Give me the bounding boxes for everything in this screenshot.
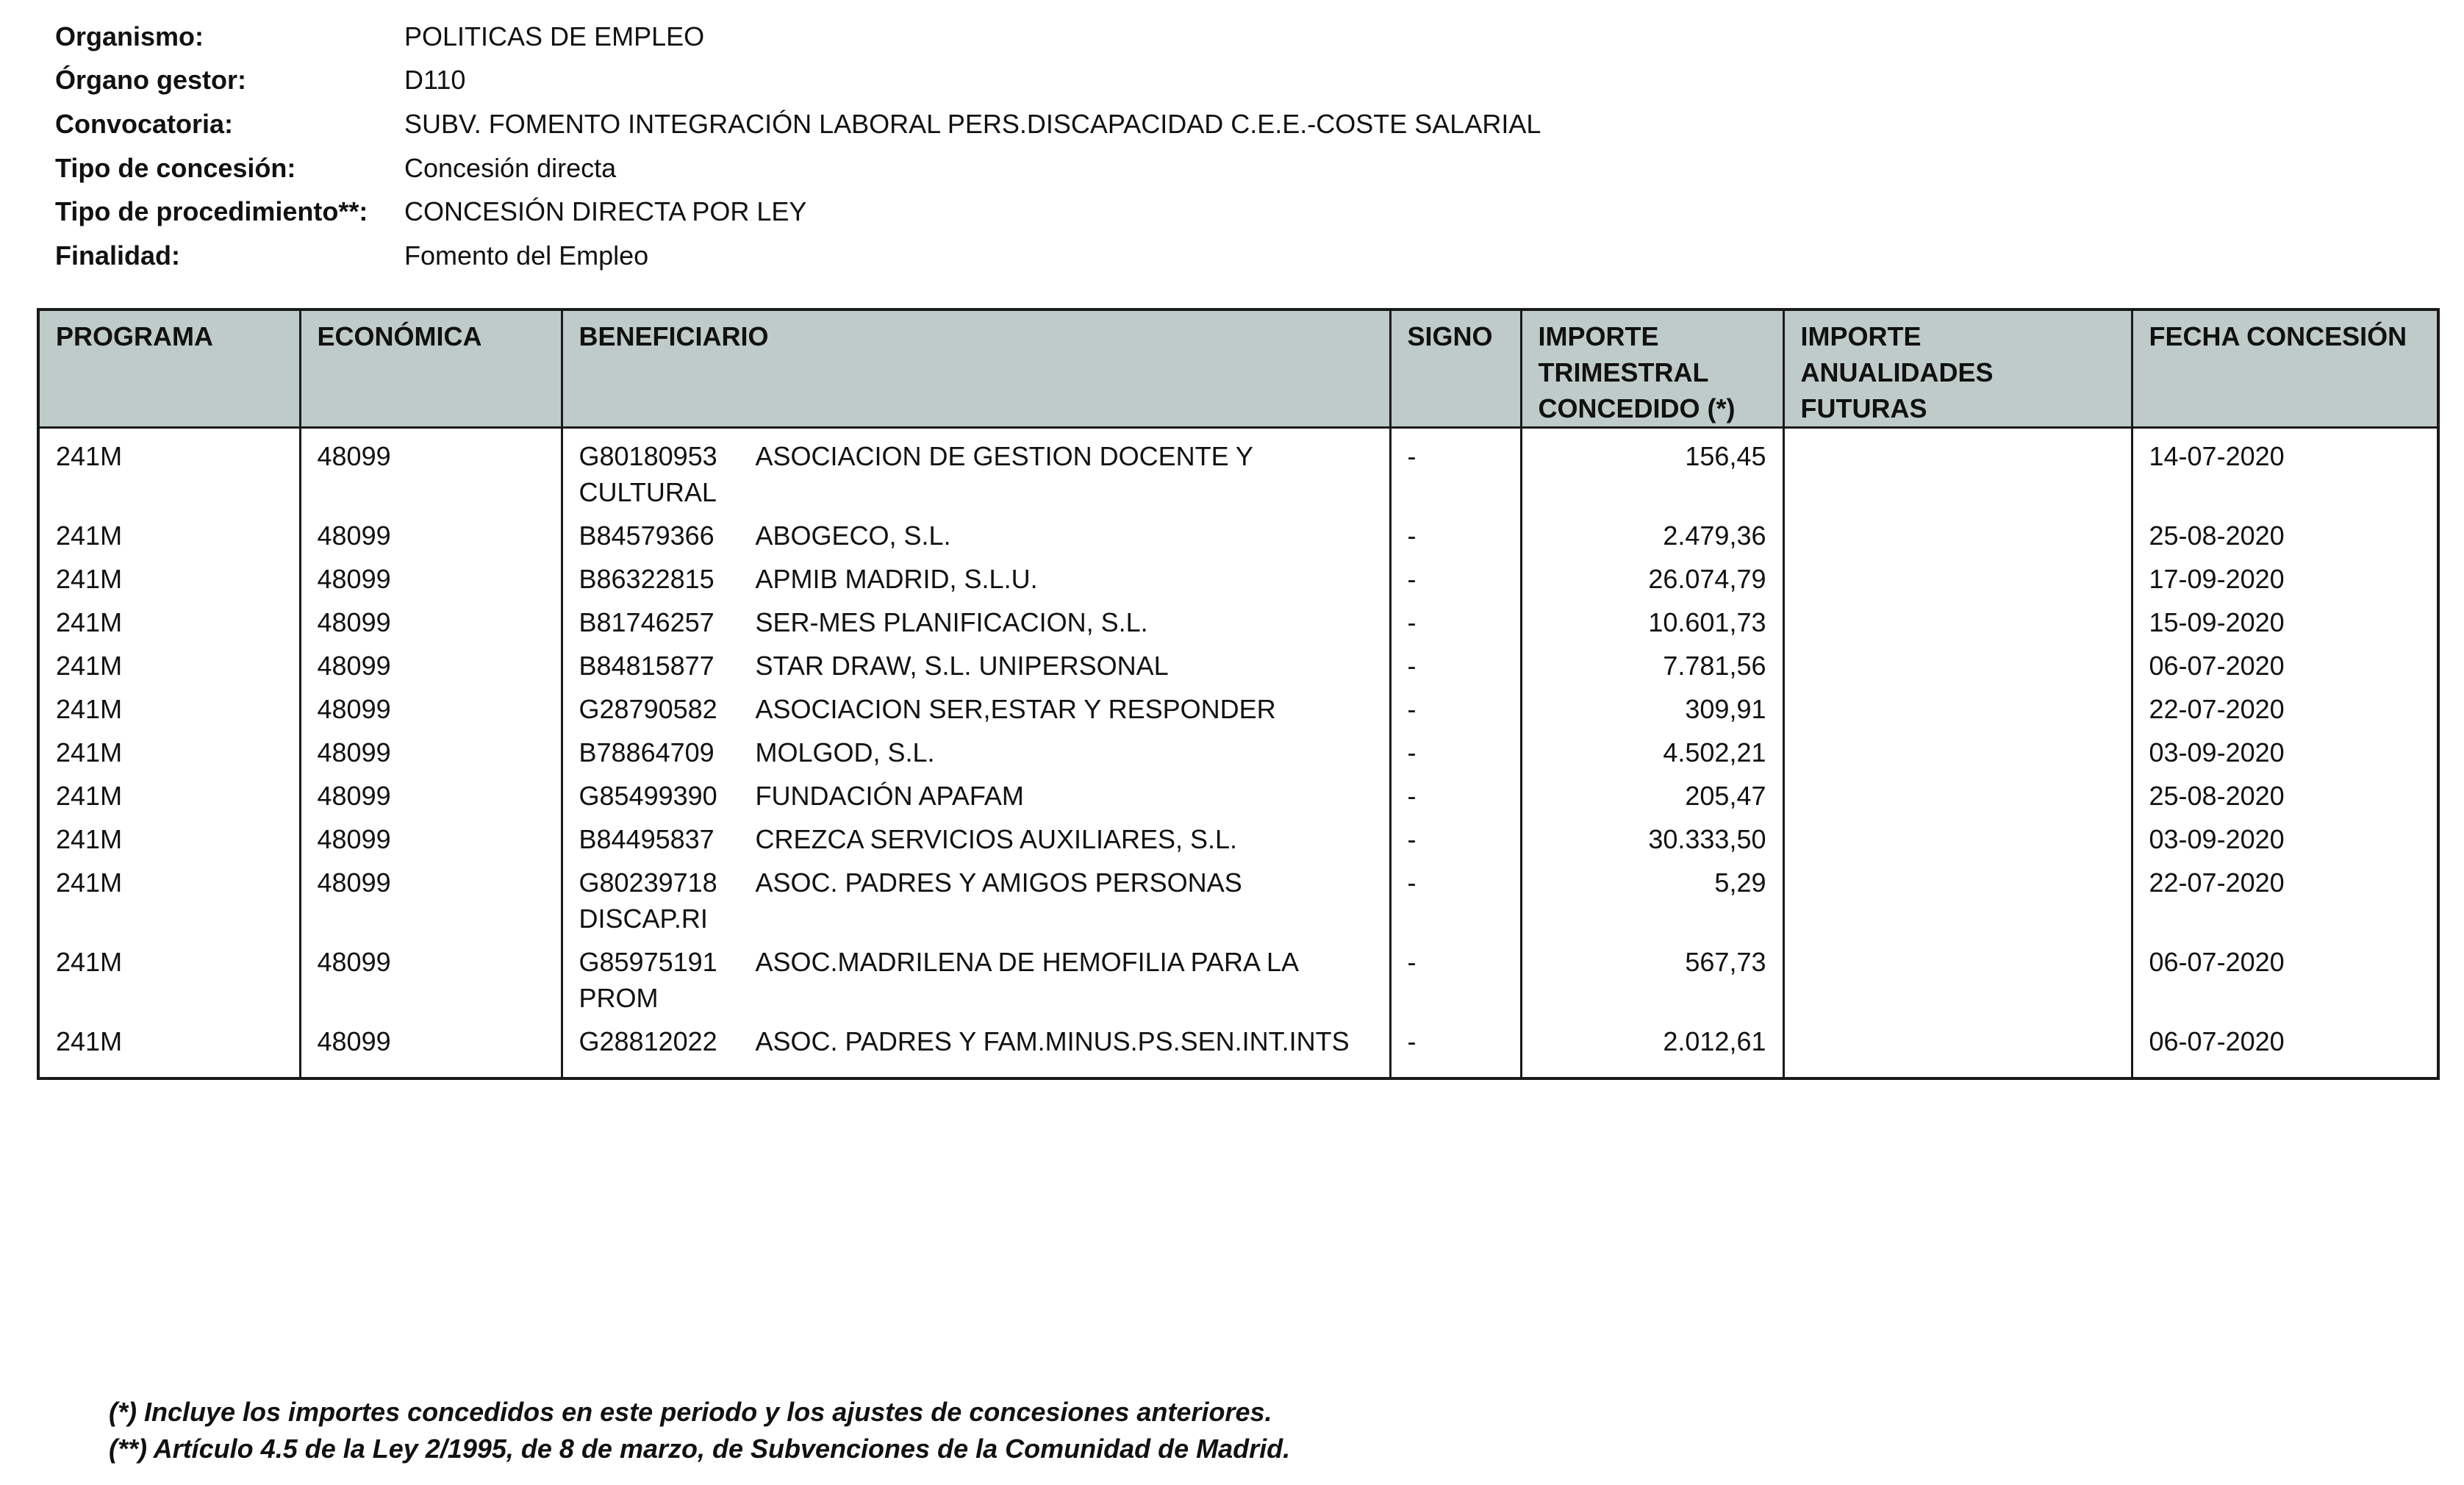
footnotes — [109, 1394, 1290, 1467]
cell-anualidades-futuras — [1783, 865, 2132, 944]
cell-signo: - — [1390, 561, 1521, 604]
cell-fecha: 06-07-2020 — [2132, 944, 2438, 1023]
table-row — [38, 518, 2438, 561]
cell-anualidades-futuras — [1783, 778, 2132, 821]
cell-anualidades-futuras — [1783, 518, 2132, 561]
table-row — [38, 691, 2438, 734]
beneficiary-name-continued: DISCAP.RI — [579, 903, 708, 934]
cell-signo: - — [1390, 865, 1521, 944]
table-row — [38, 604, 2438, 648]
meta-value: D110 — [404, 65, 466, 96]
meta-value: Fomento del Empleo — [404, 240, 649, 271]
cell-programa: 241M — [56, 651, 123, 681]
header-anualidades-futuras — [1783, 309, 2132, 428]
cell-anualidades-futuras — [1783, 691, 2132, 734]
header-programa: PROGRAMA — [38, 309, 300, 428]
header-importe-line: TRIMESTRAL — [1538, 357, 1709, 387]
cell-programa: 241M — [56, 564, 123, 594]
table-row — [38, 778, 2438, 821]
cell-beneficiario — [562, 865, 1390, 944]
cell-signo: - — [1390, 778, 1521, 821]
meta-label: Finalidad: — [55, 240, 180, 271]
header-importe-trimestral — [1521, 309, 1783, 428]
beneficiary-nif: G80180953 — [579, 441, 717, 471]
meta-row-finalidad — [55, 234, 2260, 278]
meta-row-tipo-concesion — [55, 146, 2260, 190]
table-row — [38, 734, 2438, 778]
beneficiary-name: APMIB MADRID, S.L.U. — [755, 564, 1038, 594]
meta-value: POLITICAS DE EMPLEO — [404, 21, 705, 51]
meta-value: Concesión directa — [404, 152, 617, 183]
beneficiary-name: CREZCA SERVICIOS AUXILIARES, S.L. — [755, 824, 1238, 854]
cell-anualidades-futuras — [1783, 648, 2132, 691]
beneficiary-name: ABOGECO, S.L. — [755, 520, 951, 551]
grants-table — [37, 308, 2440, 1080]
cell-economica: 48099 — [300, 691, 562, 734]
beneficiary-nif: B81746257 — [579, 607, 715, 637]
meta-label: Órgano gestor: — [55, 65, 247, 96]
cell-signo: - — [1390, 604, 1521, 648]
cell-economica: 48099 — [300, 604, 562, 648]
beneficiary-nif: G80239718 — [579, 867, 717, 898]
table-row — [38, 944, 2438, 1023]
table-row — [38, 648, 2438, 691]
header-metadata — [55, 15, 2260, 278]
beneficiary-name: SER-MES PLANIFICACION, S.L. — [755, 607, 1148, 637]
cell-beneficiario — [562, 734, 1390, 778]
meta-label: Tipo de concesión: — [55, 152, 296, 183]
header-signo: SIGNO — [1390, 309, 1521, 428]
cell-programa: 241M — [56, 441, 123, 471]
cell-beneficiario — [562, 821, 1390, 865]
header-importe-line: CONCEDIDO (*) — [1538, 393, 1736, 423]
cell-fecha: 22-07-2020 — [2132, 691, 2438, 734]
footnote-importes: (*) Incluye los importes concedidos en este periodo y los ajustes de concesiones anteriores. — [109, 1397, 1272, 1427]
cell-fecha: 22-07-2020 — [2132, 865, 2438, 944]
cell-anualidades-futuras — [1783, 428, 2132, 518]
table-row — [38, 821, 2438, 865]
beneficiary-nif: B78864709 — [579, 737, 715, 767]
cell-programa: 241M — [56, 520, 123, 551]
cell-anualidades-futuras — [1783, 821, 2132, 865]
cell-signo: - — [1390, 648, 1521, 691]
meta-label: Tipo de procedimiento**: — [55, 196, 368, 227]
cell-importe: 2.479,36 — [1521, 518, 1783, 561]
cell-programa: 241M — [56, 781, 123, 811]
cell-beneficiario — [562, 1023, 1390, 1078]
footnote-ley: (**) Artículo 4.5 de la Ley 2/1995, de 8 de marzo, de Subvenciones de la Comunidad de Madrid. — [109, 1434, 1291, 1464]
cell-importe: 30.333,50 — [1521, 821, 1783, 865]
cell-importe: 10.601,73 — [1521, 604, 1783, 648]
beneficiary-nif: G28812022 — [579, 1026, 717, 1056]
cell-programa: 241M — [56, 867, 123, 898]
header-economica: ECONÓMICA — [300, 309, 562, 428]
cell-beneficiario — [562, 691, 1390, 734]
cell-economica: 48099 — [300, 944, 562, 1023]
beneficiary-name: MOLGOD, S.L. — [755, 737, 935, 767]
cell-beneficiario — [562, 778, 1390, 821]
cell-programa: 241M — [56, 947, 123, 977]
meta-value: SUBV. FOMENTO INTEGRACIÓN LABORAL PERS.DISCAPACIDAD C.E.E.-COSTE SALARIAL — [404, 108, 1541, 139]
header-futuras-line: FUTURAS — [1800, 393, 1927, 423]
meta-row-organo-gestor — [55, 59, 2260, 103]
cell-economica: 48099 — [300, 561, 562, 604]
cell-fecha: 25-08-2020 — [2132, 778, 2438, 821]
cell-anualidades-futuras — [1783, 1023, 2132, 1078]
cell-fecha: 14-07-2020 — [2132, 428, 2438, 518]
meta-row-tipo-procedimiento — [55, 190, 2260, 234]
cell-beneficiario — [562, 604, 1390, 648]
cell-signo: - — [1390, 1023, 1521, 1078]
cell-signo: - — [1390, 691, 1521, 734]
header-futuras-line: IMPORTE — [1800, 321, 1922, 351]
cell-importe: 567,73 — [1521, 944, 1783, 1023]
meta-row-organismo — [55, 15, 2260, 59]
beneficiary-nif: B84815877 — [579, 651, 715, 681]
table-header-row — [38, 309, 2438, 428]
cell-beneficiario — [562, 428, 1390, 518]
cell-signo: - — [1390, 518, 1521, 561]
cell-economica: 48099 — [300, 821, 562, 865]
cell-signo: - — [1390, 821, 1521, 865]
cell-fecha: 06-07-2020 — [2132, 648, 2438, 691]
table-row — [38, 865, 2438, 944]
cell-importe: 205,47 — [1521, 778, 1783, 821]
cell-economica: 48099 — [300, 865, 562, 944]
cell-beneficiario — [562, 561, 1390, 604]
cell-programa: 241M — [56, 694, 123, 724]
cell-signo: - — [1390, 428, 1521, 518]
table-row — [38, 561, 2438, 604]
header-beneficiario: BENEFICIARIO — [562, 309, 1390, 428]
cell-anualidades-futuras — [1783, 604, 2132, 648]
cell-anualidades-futuras — [1783, 561, 2132, 604]
cell-importe: 5,29 — [1521, 865, 1783, 944]
beneficiary-name: ASOCIACION SER,ESTAR Y RESPONDER — [755, 694, 1276, 724]
beneficiary-nif: B84495837 — [579, 824, 715, 854]
cell-signo: - — [1390, 944, 1521, 1023]
cell-fecha: 03-09-2020 — [2132, 734, 2438, 778]
table-body — [38, 428, 2438, 1079]
cell-beneficiario — [562, 648, 1390, 691]
cell-economica: 48099 — [300, 518, 562, 561]
cell-fecha: 03-09-2020 — [2132, 821, 2438, 865]
header-futuras-line: ANUALIDADES — [1800, 357, 1994, 387]
cell-economica: 48099 — [300, 778, 562, 821]
cell-economica: 48099 — [300, 648, 562, 691]
cell-anualidades-futuras — [1783, 944, 2132, 1023]
cell-importe: 309,91 — [1521, 691, 1783, 734]
table-row — [38, 1023, 2438, 1078]
meta-label: Convocatoria: — [55, 108, 234, 139]
beneficiary-name: ASOCIACION DE GESTION DOCENTE Y — [755, 441, 1253, 471]
header-fecha-concesion: FECHA CONCESIÓN — [2132, 309, 2438, 428]
beneficiary-nif: G85975191 — [579, 947, 717, 977]
cell-fecha: 17-09-2020 — [2132, 561, 2438, 604]
beneficiary-name: ASOC.MADRILENA DE HEMOFILIA PARA LA — [755, 947, 1300, 977]
cell-fecha: 15-09-2020 — [2132, 604, 2438, 648]
beneficiary-name: ASOC. PADRES Y AMIGOS PERSONAS — [755, 867, 1242, 898]
header-importe-line: IMPORTE — [1538, 321, 1659, 351]
cell-beneficiario — [562, 518, 1390, 561]
cell-importe: 156,45 — [1521, 428, 1783, 518]
cell-importe: 26.074,79 — [1521, 561, 1783, 604]
meta-row-convocatoria — [55, 102, 2260, 146]
beneficiary-nif: B84579366 — [579, 520, 715, 551]
beneficiary-nif: G85499390 — [579, 781, 717, 811]
beneficiary-nif: B86322815 — [579, 564, 715, 594]
cell-economica: 48099 — [300, 1023, 562, 1078]
cell-economica: 48099 — [300, 428, 562, 518]
cell-importe: 4.502,21 — [1521, 734, 1783, 778]
cell-signo: - — [1390, 734, 1521, 778]
beneficiary-name: STAR DRAW, S.L. UNIPERSONAL — [755, 651, 1169, 681]
cell-importe: 2.012,61 — [1521, 1023, 1783, 1078]
beneficiary-nif: G28790582 — [579, 694, 717, 724]
beneficiary-name-continued: CULTURAL — [579, 477, 717, 507]
cell-economica: 48099 — [300, 734, 562, 778]
cell-fecha: 25-08-2020 — [2132, 518, 2438, 561]
cell-programa: 241M — [56, 607, 123, 637]
table-row — [38, 428, 2438, 518]
cell-programa: 241M — [56, 737, 123, 767]
beneficiary-name: ASOC. PADRES Y FAM.MINUS.PS.SEN.INT.INTS — [755, 1026, 1350, 1056]
meta-value: CONCESIÓN DIRECTA POR LEY — [404, 196, 807, 227]
beneficiary-name: FUNDACIÓN APAFAM — [755, 781, 1024, 811]
cell-anualidades-futuras — [1783, 734, 2132, 778]
beneficiary-name-continued: PROM — [579, 983, 659, 1013]
cell-importe: 7.781,56 — [1521, 648, 1783, 691]
cell-programa: 241M — [56, 824, 123, 854]
meta-label: Organismo: — [55, 21, 204, 51]
cell-programa: 241M — [56, 1026, 123, 1056]
cell-beneficiario — [562, 944, 1390, 1023]
cell-fecha: 06-07-2020 — [2132, 1023, 2438, 1078]
